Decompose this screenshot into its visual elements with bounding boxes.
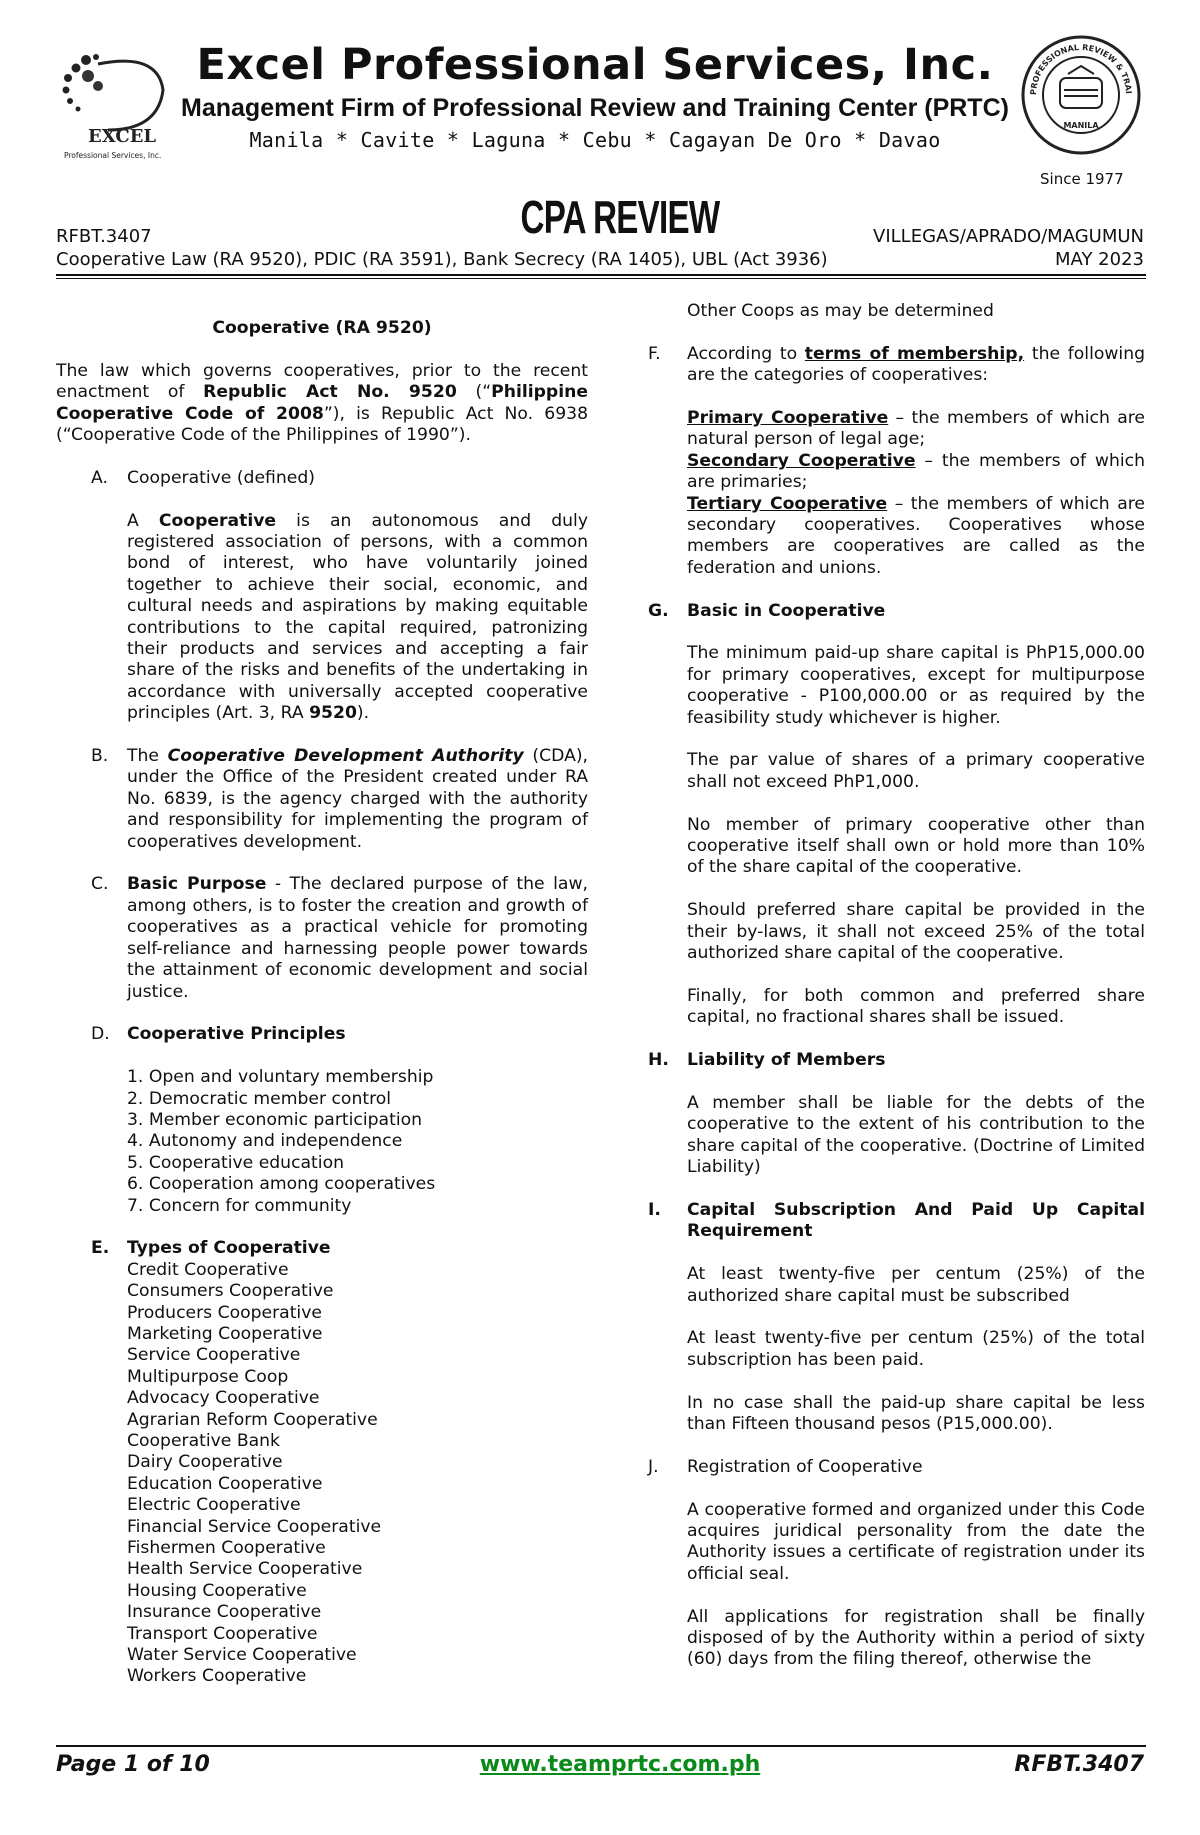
paragraph: At least twenty-five per centum (25%) of the authorized share capital must be subscribed <box>687 1264 1145 1306</box>
secondary-cooperative: Secondary Cooperative – the members of which are primaries; <box>687 450 1145 493</box>
principles-list <box>127 1067 588 1217</box>
locations: Manila * Cavite * Laguna * Cebu * Cagayan De Oro * Davao <box>249 128 941 152</box>
footer-rule <box>56 1745 1146 1747</box>
website-link[interactable]: www.teamprtc.com.ph <box>479 1752 761 1777</box>
logo-text: EXCEL <box>88 126 157 147</box>
list-item: Water Service Cooperative <box>127 1645 357 1666</box>
item-i: I. Capital Subscription And Paid Up Capital Requirement At least twenty-five per centum (25%) of the authorized share capital must be subscribed At least twenty-five per centum (25%) of the total subscription has been paid. In no case shall the paid-up share capital be less than Fifteen thousand pesos (P15,000.00). <box>648 1199 1145 1434</box>
list-item: 5. Cooperative education <box>127 1152 344 1173</box>
list-item: Cooperative Bank <box>127 1431 281 1451</box>
left-column <box>56 318 588 1688</box>
list-item: Housing Cooperative <box>127 1580 307 1601</box>
paragraph: At least twenty-five per centum (25%) of the total subscription has been paid. <box>687 1328 1145 1370</box>
list-item: Financial Service Cooperative <box>127 1516 382 1537</box>
item-c: C. Basic Purpose - The declared purpose of the law, among others, is to foster the creation and growth of cooperatives as a practical vehicle for promoting self-reliance and harnessing people power towards the attainment of economic development and social justice. <box>91 874 588 1002</box>
authors: VILLEGAS/APRADO/MAGUMUN <box>873 226 1144 247</box>
registration-title: Registration of Cooperative <box>687 1456 923 1477</box>
right-column <box>648 301 1145 1671</box>
paragraph: No member of primary cooperative other than cooperative itself shall own or hold more than 10% of the share capital of the cooperative. <box>687 814 1145 878</box>
list-item: Insurance Cooperative <box>127 1602 322 1623</box>
list-item: 3. Member economic participation <box>127 1109 423 1130</box>
header-rule-thin <box>56 278 1146 279</box>
principles-title: Cooperative Principles <box>127 1024 346 1045</box>
list-item: Education Cooperative <box>127 1473 323 1494</box>
topic-line: Cooperative Law (RA 9520), PDIC (RA 3591), Bank Secrecy (RA 1405), UBL (Act 3936) <box>56 249 828 270</box>
membership-intro: According to terms of membership, the following are the categories of cooperatives: <box>687 343 1146 386</box>
item-e: E. Types of Cooperative Credit Cooperative Consumers Cooperative Producers Cooperative Marketing Cooperative Service Cooperative Multipurpose Coop Advocacy Cooperative Agrarian Reform Cooperative Cooperative Bank Dairy Cooperative Education Cooperative Electric Cooperative Financial Service Cooperative Fishermen Cooperative Health Service Cooperative Housing Cooperative Insurance Cooperative Transport Cooperative Water Service Cooperative Workers Cooperative <box>56 1238 588 1688</box>
section-heading: Cooperative (RA 9520) <box>212 318 432 338</box>
intro-paragraph: The law which governs cooperatives, prior to the recent enactment of Republic Act No. 9520 (“Philippine Cooperative Code of 2008”), is Republic Act No. 6938 (“Cooperative Code of the Philippines of 1990”). <box>56 360 589 446</box>
paragraph: In no case shall the paid-up share capital be less than Fifteen thousand pesos (P15,000.00). <box>687 1392 1145 1434</box>
capital-title: Capital Subscription And Paid Up Capital Requirement <box>687 1199 1145 1242</box>
since-year: Since 1977 <box>1040 170 1124 188</box>
list-item: Advocacy Cooperative <box>127 1388 320 1409</box>
cda-paragraph: The Cooperative Development Authority (CDA), under the Office of the President created under RA No. 6839, is the agency charged with the authority and responsibility for implementing the program of cooperatives development. <box>127 746 588 852</box>
list-item: 6. Cooperation among cooperatives <box>127 1174 436 1195</box>
item-f: F. According to terms of membership, the following are the categories of cooperatives: Primary Cooperative – the members of which are natural person of legal age; Secondary Cooperative – the members of which are primaries; Tertiary Cooperative – the members of which are secondary cooperatives. Cooperatives whose members are cooperatives are called as the federation and unions. <box>648 343 1146 578</box>
list-item: Credit Cooperative <box>127 1259 289 1280</box>
list-item: Electric Cooperative <box>127 1495 301 1516</box>
list-item: Fishermen Cooperative <box>127 1538 326 1559</box>
list-item: 7. Concern for community <box>127 1195 352 1216</box>
list-item: Service Cooperative <box>127 1345 301 1366</box>
paragraph: The par value of shares of a primary cooperative shall not exceed PhP1,000. <box>687 750 1145 792</box>
doc-date: MAY 2023 <box>1055 249 1144 270</box>
item-g: G. Basic in Cooperative The minimum paid-up share capital is PhP15,000.00 for primary cooperatives, except for multipurpose cooperative - P100,000.00 or as required by the feasibility study whichever is higher. The par value of shares of a primary cooperative shall not exceed PhP1,000. No member of primary cooperative other than cooperative itself shall own or hold more than 10% of the share capital of the cooperative. Should preferred share capital be provided in the their by-laws, it shall not exceed 25% of the total authorized share capital of the cooperative. Finally, for both common and preferred share capital, no fractional shares shall be issued. <box>648 600 1145 1028</box>
item-d: D. Cooperative Principles 1. Open and voluntary membership 2. Democratic member control 3. Member economic participation 4. Autonomy and independence 5. Cooperative education 6. Cooperation among cooperatives 7. Concern for community <box>56 1024 588 1217</box>
item-a-title: Cooperative (defined) <box>127 467 315 488</box>
list-item: Multipurpose Coop <box>127 1366 289 1387</box>
list-item: Consumers Cooperative <box>127 1281 334 1302</box>
paragraph: Finally, for both common and preferred share capital, no fractional shares shall be issued. <box>687 985 1145 1028</box>
basic-title: Basic in Cooperative <box>687 600 886 621</box>
firm-tagline: Management Firm of Professional Review and Training Center (PRTC) <box>181 94 1009 122</box>
list-item: Marketing Cooperative <box>127 1323 323 1344</box>
list-item: Agrarian Reform Cooperative <box>127 1409 378 1430</box>
paragraph: Should preferred share capital be provided in the their by-laws, it shall not exceed 25% of the total authorized share capital of the cooperative. <box>687 900 1145 964</box>
item-a: A. Cooperative (defined) A Cooperative is an autonomous and duly registered association of persons, with a common bond of interest, who have voluntarily joined together to achieve their social, economic, and cultural needs and aspirations by making equitable contributions to the capital required, patronizing their products and services and accepting a fair share of the risks and benefits of the undertaking in accordance with universally accepted cooperative principles (Art. 3, RA 9520). <box>91 467 588 724</box>
basic-purpose-paragraph: Basic Purpose - The declared purpose of the law, among others, is to foster the creation and growth of cooperatives as a practical vehicle for promoting self-reliance and harnessing people power towards the attainment of economic development and social justice. <box>127 874 588 1002</box>
list-item: Health Service Cooperative <box>127 1559 363 1580</box>
doc-code: RFBT.3407 <box>56 226 152 247</box>
seal-city: MANILA <box>1063 121 1099 130</box>
cooperative-definition: A Cooperative is an autonomous and duly registered association of persons, with a common bond of interest, who have voluntarily joined together to achieve their social, economic, and cultural needs and aspirations by making equitable contributions to the capital required, patronizing their products and services and accepting a fair share of the risks and benefits of the undertaking in accordance with universally accepted cooperative principles (Art. 3, RA 9520). <box>127 510 588 724</box>
paragraph: All applications for registration shall be finally disposed of by the Authority within a period of sixty (60) days from the filing thereof, otherwise the <box>687 1606 1145 1670</box>
item-h: H. Liability of Members A member shall be liable for the debts of the cooperative to the extent of his contribution to the share capital of the cooperative. (Doctrine of Limited Liability) <box>648 1050 1145 1178</box>
logo-subtext: Professional Services, Inc. <box>64 151 162 160</box>
item-b: B. The Cooperative Development Authority (CDA), under the Office of the President created under RA No. 6839, is the agency charged with the authority and responsibility for implementing the program of cooperatives development. <box>91 746 588 852</box>
item-j: J. Registration of Cooperative A cooperative formed and organized under this Code acquires juridical personality from the date the Authority issues a certificate of registration under its official seal. All applications for registration shall be finally disposed of by the Authority within a period of sixty (60) days from the filing thereof, otherwise the <box>648 1456 1145 1670</box>
page-number: Page 1 of 10 <box>56 1752 210 1777</box>
primary-cooperative: Primary Cooperative – the members of which are natural person of legal age; <box>687 408 1145 450</box>
list-item: 4. Autonomy and independence <box>127 1131 403 1152</box>
seal-text: PROFESSIONAL REVIEW & TRAI <box>1028 42 1134 96</box>
types-list <box>127 1260 588 1688</box>
continued-type: Other Coops as may be determined <box>687 301 994 321</box>
list-item: 1. Open and voluntary membership <box>127 1067 434 1088</box>
tertiary-cooperative: Tertiary Cooperative – the members of which are secondary cooperatives. Cooperatives whose members are cooperatives are called as the federation and unions. <box>687 493 1145 578</box>
paragraph: A cooperative formed and organized under this Code acquires juridical personality from the date the Authority issues a certificate of registration under its official seal. <box>687 1499 1145 1584</box>
list-item: Workers Cooperative <box>127 1666 307 1687</box>
company-name: Excel Professional Services, Inc. <box>196 40 994 90</box>
list-item: Transport Cooperative <box>127 1623 318 1644</box>
liability-title: Liability of Members <box>687 1050 886 1071</box>
list-item: Dairy Cooperative <box>127 1452 283 1473</box>
svg-text:PROFESSIONAL REVIEW & TRAINING <box>1020 34 1133 95</box>
list-item: 2. Democratic member control <box>127 1088 392 1109</box>
prtc-seal <box>1020 34 1142 156</box>
header-rule <box>56 274 1146 276</box>
paragraph: A member shall be liable for the debts of the cooperative to the extent of his contribution to the share capital of the cooperative. (Doctrine of Limited Liability) <box>687 1092 1145 1178</box>
list-item: Producers Cooperative <box>127 1302 322 1323</box>
footer-code: RFBT.3407 <box>1014 1752 1144 1777</box>
paragraph: The minimum paid-up share capital is PhP15,000.00 for primary cooperatives, except for multipurpose cooperative - P100,000.00 or as required by the feasibility study whichever is higher. <box>687 643 1145 728</box>
excel-logo <box>58 50 168 165</box>
types-title: Types of Cooperative <box>127 1238 331 1259</box>
page-title: CPA REVIEW <box>520 191 720 243</box>
